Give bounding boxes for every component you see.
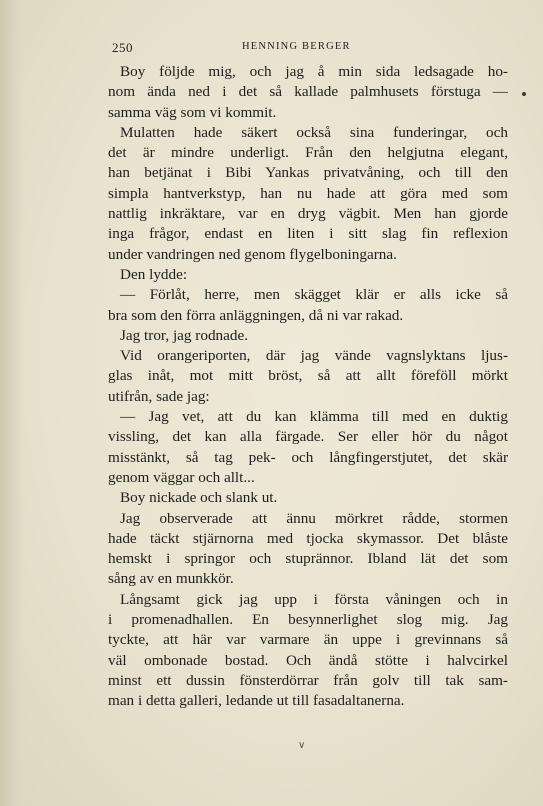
text-line: vissling, det kan alla färgade. Ser eller hör du något xyxy=(108,428,508,446)
text-line: glas inåt, mot mitt bröst, så att allt föreföll mörkt xyxy=(108,367,508,385)
text-line: han betjänat i Bibi Yankas privatvåning, och till den xyxy=(108,164,508,182)
text-line: hade täckt stjärnorna med tjocka skymassor. Det blåste xyxy=(108,529,508,547)
text-line: utifrån, sade jag: xyxy=(108,387,210,405)
text-line: det är mindre underligt. Från den helgjutna elegant, xyxy=(108,144,508,162)
text-line: bra som den förra anläggningen, då ni var rakad. xyxy=(108,306,404,324)
text-line: nattlig inkräktare, var en dryg vägbit. Men han gjorde xyxy=(108,205,508,223)
body-text xyxy=(108,62,508,712)
text-line: tyckte, att här var varmare än uppe i grevinnans så xyxy=(108,631,508,649)
text-line: Vid orangeriporten, där jag vände vagnslyktans ljus- xyxy=(120,347,508,365)
text-line: under vandringen ned genom flygelboningarna. xyxy=(108,245,397,263)
text-line: Jag tror, jag rodnade. xyxy=(120,326,249,344)
page-header xyxy=(112,40,507,56)
text-line: man i detta galleri, ledande ut till fasadaltanerna. xyxy=(108,692,405,710)
text-line: — Jag vet, att du kan klämma till med en duktig xyxy=(120,408,508,426)
text-line: i promenadhallen. En besynnerlighet slog mig. Jag xyxy=(108,611,508,629)
text-line: sång av en munkkör. xyxy=(108,570,234,588)
text-line: hemskt i springor och stuprännor. Ibland lät det som xyxy=(108,550,508,568)
text-line: Den lydde: xyxy=(120,265,188,283)
gutter-shadow xyxy=(0,0,24,806)
text-line: nom ända ned i det så kallade palmhusets förstuga — xyxy=(108,83,508,101)
text-line: Långsamt gick jag upp i första våningen och in xyxy=(120,590,508,608)
text-line: samma väg som vi kommit. xyxy=(108,103,277,121)
text-line: minst ett dussin fönsterdörrar från golv till tak sam- xyxy=(108,671,508,689)
text-line: inga frågor, endast en liten i sitt slag fin reflexion xyxy=(108,225,508,243)
text-line: väl ombonade bostad. Och ändå stötte i halvcirkel xyxy=(108,651,508,669)
text-line: Jag observerade att ännu mörkret rådde, stormen xyxy=(120,509,508,527)
text-line: misstänkt, så tag pek- och långfingerstjutet, det skär xyxy=(108,448,508,466)
text-line: Boy följde mig, och jag å min sida ledsagade ho- xyxy=(120,63,508,80)
ink-spot xyxy=(522,92,526,96)
printer-mark: ∨ xyxy=(298,740,306,751)
running-title: HENNING BERGER xyxy=(242,41,351,52)
text-line: Mulatten hade säkert också sina funderingar, och xyxy=(120,123,508,141)
text-line: simpla hantverkstyp, han nu hade att göra med som xyxy=(108,184,508,202)
text-line: genom väggar och allt... xyxy=(108,468,255,486)
text-line: Boy nickade och slank ut. xyxy=(120,489,278,507)
page-number: 250 xyxy=(112,40,133,55)
text-line: — Förlåt, herre, men skägget klär er alls icke så xyxy=(120,286,508,304)
